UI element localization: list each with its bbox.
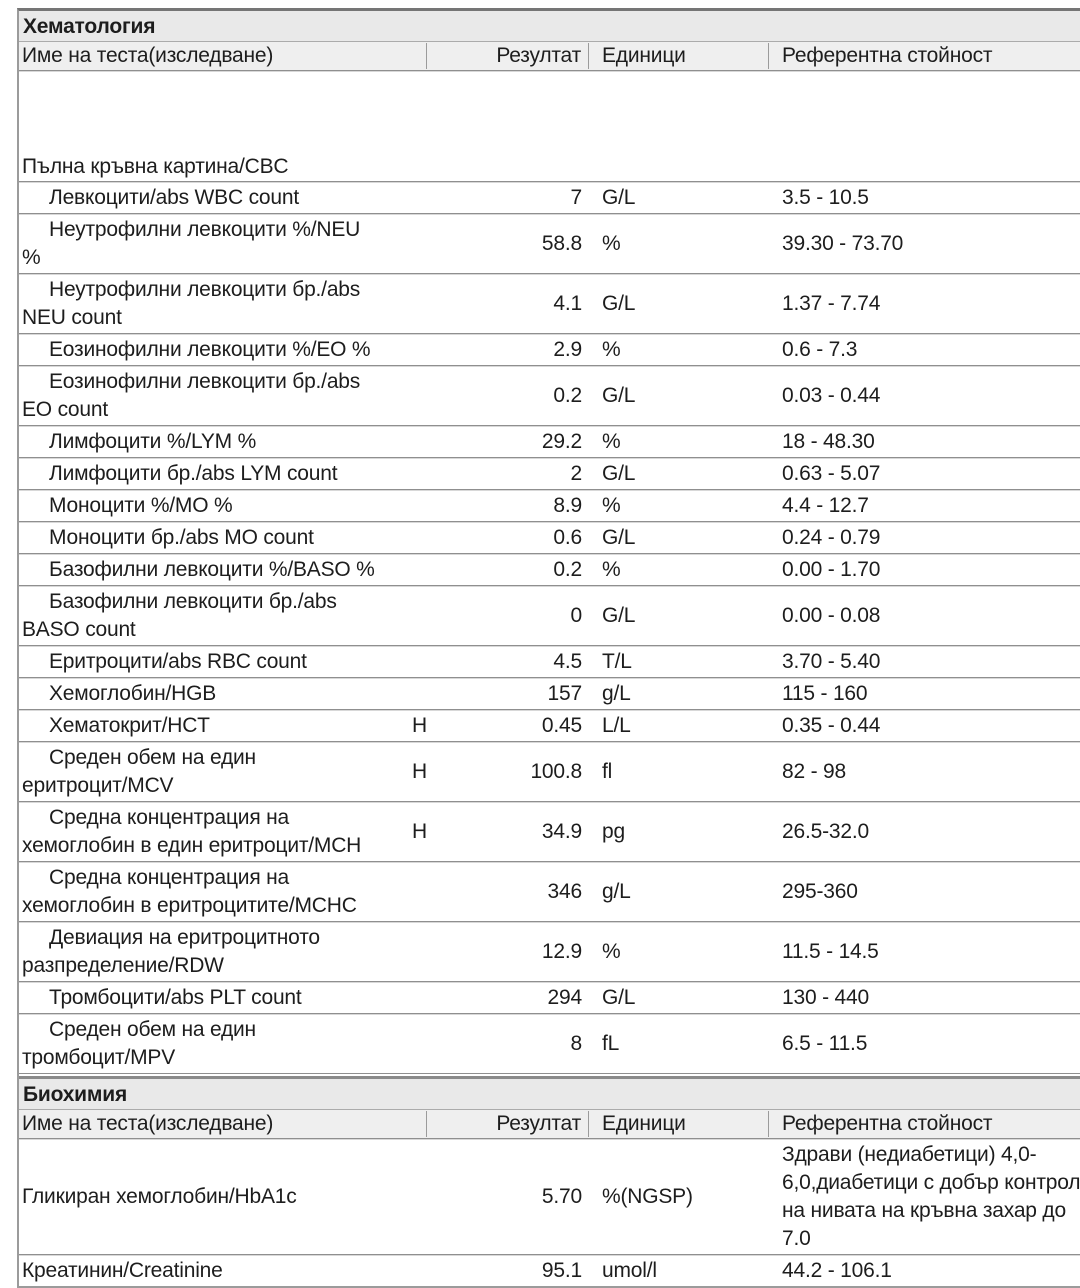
units-cell: % <box>589 214 769 274</box>
units-cell: g/L <box>589 678 769 710</box>
test-name-line: NEU count <box>22 306 122 329</box>
column-header-test-name: Име на теста(изследване) <box>19 1111 427 1137</box>
abnormal-flag-cell <box>412 458 447 490</box>
test-name-line: Неутрофилни левкоцити бр./abs <box>49 278 361 301</box>
test-name-line: Девиация на еритроцитното <box>49 926 320 949</box>
column-header-row <box>19 1110 1080 1139</box>
test-name-cell <box>19 214 412 274</box>
table-row <box>19 366 1080 426</box>
reference-range-line: 0.24 - 0.79 <box>782 526 881 549</box>
table-row <box>19 742 1080 802</box>
group-label: Пълна кръвна картина/CBC <box>19 71 1080 182</box>
test-name-cell <box>19 426 412 458</box>
test-name-line: % <box>22 246 41 269</box>
test-name-cell <box>19 1014 412 1074</box>
test-name-line: Средна концентрация на <box>49 806 290 829</box>
result-cell: 294 <box>447 982 589 1014</box>
result-cell: 7 <box>447 182 589 214</box>
units-cell: % <box>589 922 769 982</box>
test-name-line: Тромбоцити/abs PLT count <box>49 986 302 1009</box>
test-name-cell <box>19 334 412 366</box>
test-name-line: Хемоглобин/HGB <box>49 682 217 705</box>
reference-range-cell <box>769 426 1080 458</box>
reference-range-cell <box>769 678 1080 710</box>
abnormal-flag-cell <box>412 586 447 646</box>
test-name-cell <box>19 274 412 334</box>
test-name-line: Базофилни левкоцити %/BASO % <box>49 558 375 581</box>
section-title: Биохимия <box>19 1079 1080 1110</box>
table-row <box>19 678 1080 710</box>
results-table-body <box>19 1139 1080 1287</box>
reference-range-cell <box>769 646 1080 678</box>
column-header-reference: Референтна стойност <box>782 1112 993 1135</box>
reference-range-cell <box>769 458 1080 490</box>
units-cell: G/L <box>589 522 769 554</box>
result-cell: 4.1 <box>447 274 589 334</box>
table-row <box>19 710 1080 742</box>
test-name-cell <box>19 710 412 742</box>
units-cell: T/L <box>589 646 769 678</box>
test-name-line: Средна концентрация на <box>49 866 290 889</box>
table-row <box>19 802 1080 862</box>
table-row <box>19 862 1080 922</box>
test-name-cell <box>19 554 412 586</box>
result-cell: 4.5 <box>447 646 589 678</box>
reference-range-cell <box>769 522 1080 554</box>
abnormal-flag-cell <box>412 426 447 458</box>
test-name-line: BASO count <box>22 618 136 641</box>
abnormal-flag-cell <box>412 522 447 554</box>
column-header-units: Единици <box>589 1111 769 1137</box>
reference-range-line: 18 - 48.30 <box>782 430 875 453</box>
abnormal-flag-cell <box>412 862 447 922</box>
abnormal-flag-cell <box>412 922 447 982</box>
test-name-line: хемоглобин в еритроцитите/MCHC <box>22 894 357 917</box>
test-name-line: Левкоцити/abs WBC count <box>49 186 299 209</box>
units-cell: pg <box>589 802 769 862</box>
table-row <box>19 1139 1080 1255</box>
result-cell: 0.6 <box>447 522 589 554</box>
units-cell: fL <box>589 1014 769 1074</box>
result-cell: 0.2 <box>447 554 589 586</box>
column-header-result: Резултат <box>427 1111 589 1137</box>
test-name-line: Креатинин/Creatinine <box>22 1259 223 1282</box>
table-row <box>19 1014 1080 1074</box>
reference-range-line: 295-360 <box>782 880 858 903</box>
table-row <box>19 586 1080 646</box>
test-name-cell <box>19 678 412 710</box>
test-name-line: еритроцит/MCV <box>22 774 174 797</box>
units-cell: g/L <box>589 862 769 922</box>
reference-range-line: 0.6 - 7.3 <box>782 338 858 361</box>
test-name-line: Гликиран хемоглобин/HbA1c <box>22 1185 297 1208</box>
abnormal-flag-cell <box>412 678 447 710</box>
test-name-cell <box>19 742 412 802</box>
reference-range-line: 4.4 - 12.7 <box>782 494 869 517</box>
results-table-body <box>19 71 1080 1074</box>
column-header-reference: Референтна стойност <box>782 44 993 67</box>
table-row <box>19 490 1080 522</box>
reference-range-line: 11.5 - 14.5 <box>782 940 879 963</box>
result-cell: 2 <box>447 458 589 490</box>
test-name-cell <box>19 586 412 646</box>
abnormal-flag-cell <box>412 646 447 678</box>
reference-range-line: 0.03 - 0.44 <box>782 384 881 407</box>
table-row <box>19 554 1080 586</box>
reference-range-line: 82 - 98 <box>782 760 846 783</box>
result-cell: 0.2 <box>447 366 589 426</box>
test-name-line: Базофилни левкоцити бр./abs <box>49 590 337 613</box>
reference-range-cell <box>769 1255 1080 1288</box>
reference-range-line: 3.70 - 5.40 <box>782 650 881 673</box>
abnormal-flag-cell <box>412 1014 447 1074</box>
result-cell: 0.45 <box>447 710 589 742</box>
table-row <box>19 458 1080 490</box>
result-cell: 0 <box>447 586 589 646</box>
abnormal-flag-cell <box>412 214 447 274</box>
units-cell: %(NGSP) <box>589 1139 769 1255</box>
test-name-line: разпределение/RDW <box>22 954 224 977</box>
result-cell: 8.9 <box>447 490 589 522</box>
test-name-cell <box>19 1255 412 1288</box>
test-name-cell <box>19 646 412 678</box>
test-name-cell <box>19 490 412 522</box>
units-cell: L/L <box>589 710 769 742</box>
result-cell: 95.1 <box>447 1255 589 1288</box>
test-name-line: Еритроцити/abs RBC count <box>49 650 307 673</box>
reference-range-cell <box>769 366 1080 426</box>
abnormal-flag-cell: H <box>412 742 447 802</box>
reference-range-line: 6.5 - 11.5 <box>782 1032 868 1055</box>
reference-range-line: 6,0,диабетици с добър контрол <box>782 1171 1080 1194</box>
table-row <box>19 982 1080 1014</box>
reference-range-cell <box>769 710 1080 742</box>
units-cell: G/L <box>589 586 769 646</box>
reference-range-line: 0.00 - 0.08 <box>782 604 881 627</box>
table-row <box>19 646 1080 678</box>
reference-range-cell <box>769 742 1080 802</box>
reference-range-cell <box>769 490 1080 522</box>
units-cell: % <box>589 490 769 522</box>
reference-range-line: 44.2 - 106.1 <box>782 1259 892 1282</box>
reference-range-line: Здрави (недиабетици) 4,0- <box>782 1143 1037 1166</box>
table-row <box>19 1255 1080 1288</box>
result-cell: 8 <box>447 1014 589 1074</box>
units-cell: G/L <box>589 274 769 334</box>
reference-range-line: 3.5 - 10.5 <box>782 186 869 209</box>
reference-range-cell <box>769 214 1080 274</box>
table-row <box>19 426 1080 458</box>
test-name-line: Еозинофилни левкоцити %/EO % <box>49 338 371 361</box>
test-name-cell <box>19 182 412 214</box>
reference-range-line: 0.00 - 1.70 <box>782 558 881 581</box>
column-header-row <box>19 42 1080 71</box>
test-name-line: Моноцити бр./abs MO count <box>49 526 314 549</box>
reference-range-cell <box>769 802 1080 862</box>
result-cell: 29.2 <box>447 426 589 458</box>
table-row <box>19 334 1080 366</box>
lab-report <box>17 8 1080 1288</box>
results-table <box>19 71 1080 1074</box>
abnormal-flag-cell <box>412 182 447 214</box>
report-section <box>19 11 1080 1074</box>
test-name-cell <box>19 522 412 554</box>
test-name-cell <box>19 982 412 1014</box>
result-cell: 100.8 <box>447 742 589 802</box>
reference-range-cell <box>769 274 1080 334</box>
reference-range-line: 7.0 <box>782 1227 811 1250</box>
abnormal-flag-cell <box>412 554 447 586</box>
abnormal-flag-cell <box>412 274 447 334</box>
units-cell: G/L <box>589 182 769 214</box>
reference-range-cell <box>769 1014 1080 1074</box>
test-name-cell <box>19 1139 412 1255</box>
test-name-cell <box>19 458 412 490</box>
units-cell: umol/l <box>589 1255 769 1288</box>
units-cell: G/L <box>589 982 769 1014</box>
table-row <box>19 214 1080 274</box>
reference-range-line: 1.37 - 7.74 <box>782 292 881 315</box>
section-title: Хематология <box>19 11 1080 42</box>
abnormal-flag-cell <box>412 1139 447 1255</box>
units-cell: G/L <box>589 458 769 490</box>
table-row <box>19 922 1080 982</box>
test-name-line: Лимфоцити %/LYM % <box>49 430 257 453</box>
units-cell: % <box>589 426 769 458</box>
reference-range-cell <box>769 554 1080 586</box>
test-name-line: хемоглобин в един еритроцит/MCH <box>22 834 362 857</box>
reference-range-cell <box>769 922 1080 982</box>
test-name-line: EO count <box>22 398 108 421</box>
test-name-line: Лимфоцити бр./abs LYM count <box>49 462 338 485</box>
reference-range-cell <box>769 586 1080 646</box>
reference-range-cell <box>769 982 1080 1014</box>
test-name-cell <box>19 366 412 426</box>
column-header-result: Резултат <box>427 43 589 69</box>
test-name-line: Моноцити %/MO % <box>49 494 233 517</box>
reference-range-line: 39.30 - 73.70 <box>782 232 904 255</box>
reference-range-line: 0.63 - 5.07 <box>782 462 881 485</box>
test-name-cell <box>19 922 412 982</box>
result-cell: 12.9 <box>447 922 589 982</box>
column-header-units: Единици <box>589 43 769 69</box>
units-cell: fl <box>589 742 769 802</box>
units-cell: % <box>589 554 769 586</box>
reference-range-line: на нивата на кръвна захар до <box>782 1199 1066 1222</box>
abnormal-flag-cell: H <box>412 802 447 862</box>
test-name-line: тромбоцит/MPV <box>22 1046 176 1069</box>
column-header-test-name: Име на теста(изследване) <box>19 43 427 69</box>
results-table <box>19 1139 1080 1288</box>
abnormal-flag-cell <box>412 982 447 1014</box>
reference-range-line: 115 - 160 <box>782 682 868 705</box>
test-name-line: Еозинофилни левкоцити бр./abs <box>49 370 361 393</box>
reference-range-cell <box>769 862 1080 922</box>
reference-range-line: 26.5-32.0 <box>782 820 869 843</box>
test-name-cell <box>19 802 412 862</box>
reference-range-cell <box>769 182 1080 214</box>
units-cell: % <box>589 334 769 366</box>
units-cell: G/L <box>589 366 769 426</box>
result-cell: 58.8 <box>447 214 589 274</box>
result-cell: 34.9 <box>447 802 589 862</box>
result-cell: 157 <box>447 678 589 710</box>
abnormal-flag-cell <box>412 1255 447 1288</box>
test-name-line: Хематокрит/HCT <box>49 714 210 737</box>
abnormal-flag-cell <box>412 490 447 522</box>
reference-range-cell <box>769 1139 1080 1255</box>
table-row <box>19 522 1080 554</box>
group-label-row <box>19 71 1080 182</box>
table-row <box>19 274 1080 334</box>
result-cell: 5.70 <box>447 1139 589 1255</box>
test-name-line: Неутрофилни левкоцити %/NEU <box>49 218 361 241</box>
abnormal-flag-cell: H <box>412 710 447 742</box>
test-name-line: Среден обем на един <box>49 746 256 769</box>
reference-range-cell <box>769 334 1080 366</box>
result-cell: 2.9 <box>447 334 589 366</box>
reference-range-line: 0.35 - 0.44 <box>782 714 881 737</box>
abnormal-flag-cell <box>412 366 447 426</box>
report-section <box>19 1076 1080 1288</box>
test-name-line: Среден обем на един <box>49 1018 256 1041</box>
result-cell: 346 <box>447 862 589 922</box>
reference-range-line: 130 - 440 <box>782 986 869 1009</box>
abnormal-flag-cell <box>412 334 447 366</box>
table-row <box>19 182 1080 214</box>
test-name-cell <box>19 862 412 922</box>
